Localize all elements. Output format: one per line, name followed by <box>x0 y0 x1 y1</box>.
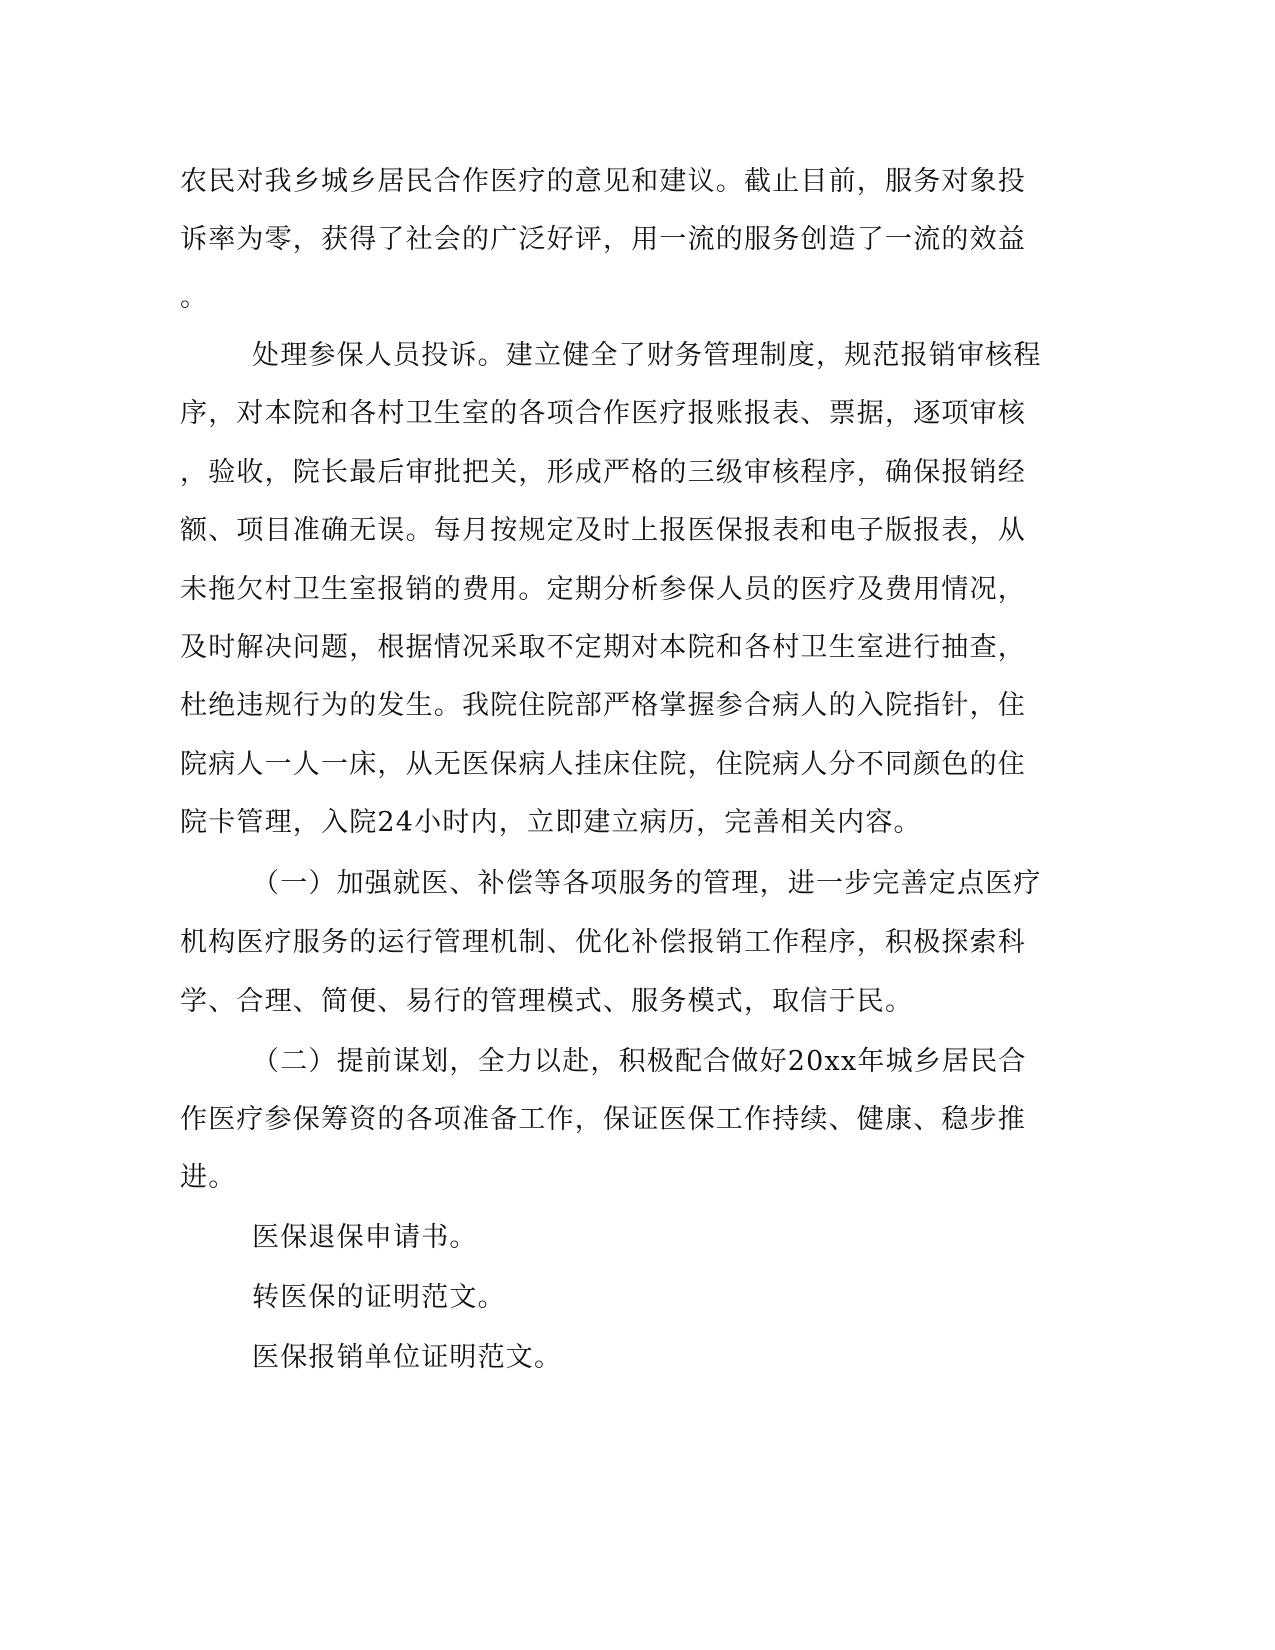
paragraph-1-line-1: 农民对我乡城乡居民合作医疗的意见和建议。截止目前，服务对象投 <box>180 166 1026 197</box>
paragraph-2-line-1: 处理参保人员投诉。建立健全了财务管理制度，规范报销审核程 <box>252 340 1042 371</box>
paragraph-2-line-6: 及时解决问题，根据情况采取不定期对本院和各村卫生室进行抽查， <box>180 632 1026 663</box>
paragraph-2-line-3: ，验收，院长最后审批把关，形成严格的三级审核程序，确保报销经 <box>180 457 1026 488</box>
paragraph-2-line-7: 杜绝违规行为的发生。我院住院部严格掌握参合病人的入院指针，住 <box>180 690 1026 721</box>
paragraph-1-line-3: 。 <box>180 282 209 313</box>
paragraph-4-line-3: 进。 <box>180 1162 237 1193</box>
paragraph-2-line-4: 额、项目准确无误。每月按规定及时上报医保报表和电子版报表，从 <box>180 515 1026 546</box>
paragraph-2-line-9: 院卡管理，入院24小时内，立即建立病历，完善相关内容。 <box>180 807 922 838</box>
paragraph-3-line-1: （一）加强就医、补偿等各项服务的管理，进一步完善定点医疗 <box>252 868 1042 899</box>
paragraph-2-line-5: 未拖欠村卫生室报销的费用。定期分析参保人员的医疗及费用情况， <box>180 574 1026 605</box>
paragraph-3-line-2: 机构医疗服务的运行管理机制、优化补偿报销工作程序，积极探索科 <box>180 927 1026 958</box>
related-link-item[interactable]: 医保报销单位证明范文。 <box>252 1342 563 1373</box>
paragraph-2-line-8: 院病人一人一床，从无医保病人挂床住院，住院病人分不同颜色的住 <box>180 749 1026 780</box>
related-link-item[interactable]: 医保退保申请书。 <box>252 1222 478 1253</box>
paragraph-4-line-2: 作医疗参保筹资的各项准备工作，保证医保工作持续、健康、稳步推 <box>180 1104 1026 1135</box>
related-link-item[interactable]: 转医保的证明范文。 <box>252 1282 506 1313</box>
paragraph-3-line-3: 学、合理、简便、易行的管理模式、服务模式，取信于民。 <box>180 986 914 1017</box>
paragraph-2-line-2: 序，对本院和各村卫生室的各项合作医疗报账报表、票据，逐项审核 <box>180 398 1026 429</box>
paragraph-4-line-1: （二）提前谋划，全力以赴，积极配合做好20xx年城乡居民合 <box>252 1046 1027 1077</box>
paragraph-1-line-2: 诉率为零，获得了社会的广泛好评，用一流的服务创造了一流的效益 <box>180 224 1026 255</box>
